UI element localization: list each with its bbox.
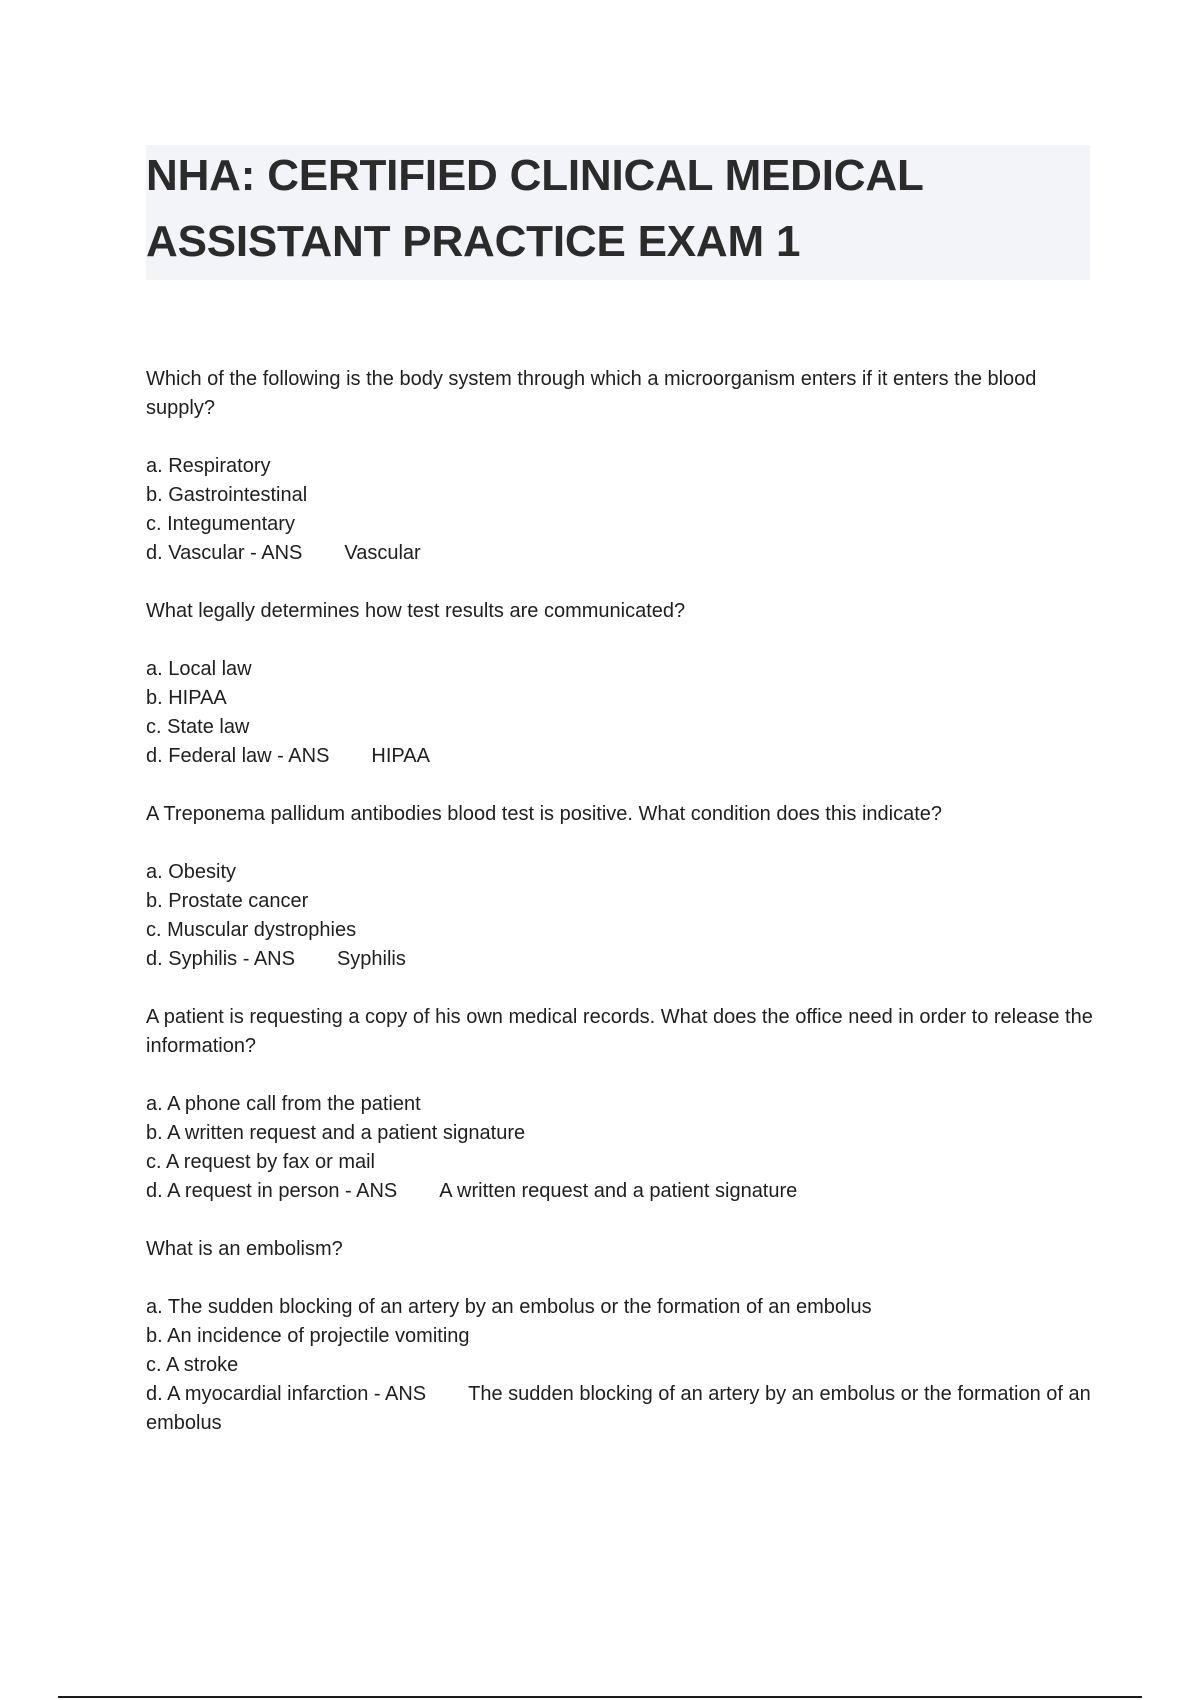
question-text: A Treponema pallidum antibodies blood test is positive. What condition does this indicate? (146, 803, 943, 825)
question-text: A patient is requesting a copy of his own medical records. What does the office need in order to release the information? (146, 1006, 1093, 1057)
option-b: b. Prostate cancer (146, 890, 309, 912)
option-c: c. A stroke (146, 1354, 239, 1376)
option-a: a. A phone call from the patient (146, 1093, 421, 1115)
answer-text: The sudden blocking of an artery by an embolus or the formation of an embolus (146, 1383, 1097, 1434)
option-a: a. The sudden blocking of an artery by an embolus or the formation of an embolus (146, 1296, 872, 1318)
option-c: c. Muscular dystrophies (146, 919, 357, 941)
option-d: d. A request in person - ANS (146, 1180, 398, 1202)
option-d: d. A myocardial infarction - ANS (146, 1383, 427, 1405)
answer-text: Syphilis (336, 948, 406, 970)
option-a: a. Local law (146, 658, 252, 680)
footer-divider (58, 1696, 1142, 1698)
option-d-answer-line (146, 1380, 1096, 1438)
answer-text: Vascular (344, 542, 421, 564)
question-2 (146, 597, 1096, 771)
answer-text: A written request and a patient signature (439, 1180, 798, 1202)
option-d: d. Syphilis - ANS (146, 948, 295, 970)
question-list (146, 365, 1096, 1467)
option-d-answer-line (146, 945, 1096, 974)
option-c: c. State law (146, 716, 250, 738)
question-5 (146, 1235, 1096, 1438)
option-d-answer-line (146, 1177, 1096, 1206)
option-b: b. HIPAA (146, 687, 227, 709)
option-d-answer-line (146, 539, 1096, 568)
question-3 (146, 800, 1096, 974)
question-4 (146, 1003, 1096, 1206)
option-a: a. Obesity (146, 861, 237, 883)
page-title: NHA: CERTIFIED CLINICAL MEDICAL ASSISTANT PRACTICE EXAM 1 (146, 151, 923, 266)
option-d: d. Vascular - ANS (146, 542, 303, 564)
question-text: Which of the following is the body system through which a microorganism enters if it enters the blood supply? (146, 368, 1037, 419)
answer-text: HIPAA (371, 745, 430, 767)
option-d-answer-line (146, 742, 1096, 771)
option-c: c. Integumentary (146, 513, 295, 535)
option-b: b. An incidence of projectile vomiting (146, 1325, 470, 1347)
question-text: What is an embolism? (146, 1238, 343, 1260)
option-d: d. Federal law - ANS (146, 745, 330, 767)
option-b: b. Gastrointestinal (146, 484, 308, 506)
option-a: a. Respiratory (146, 455, 271, 477)
option-b: b. A written request and a patient signature (146, 1122, 526, 1144)
option-c: c. A request by fax or mail (146, 1151, 375, 1173)
question-text: What legally determines how test results are communicated? (146, 600, 686, 622)
question-1 (146, 365, 1096, 568)
